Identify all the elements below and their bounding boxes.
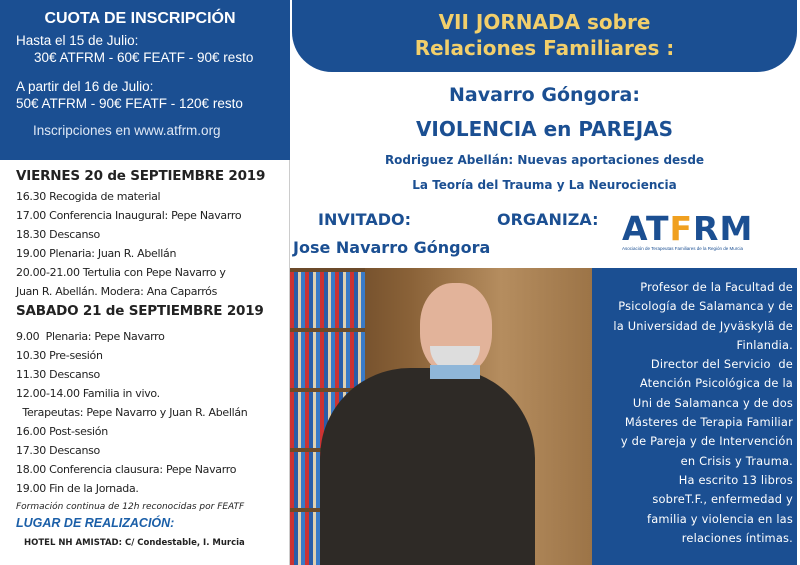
fee-prices-2: 50€ ATFRM - 90€ FEATF - 120€ resto bbox=[16, 96, 243, 111]
venue-address: HOTEL NH AMISTAD: C/ Condestable, I. Murcia bbox=[24, 538, 245, 548]
fee-period-1: Hasta el 15 de Julio: bbox=[16, 33, 139, 48]
program bbox=[0, 160, 290, 565]
list-item: Profesor de la Facultad de bbox=[640, 280, 793, 294]
talk2-line2: La Teoría del Trauma y La Neurociencia bbox=[412, 178, 677, 192]
list-item: Terapeutas: Pepe Navarro y Juan R. Abellán bbox=[16, 406, 248, 419]
talk1-speaker: Navarro Góngora: bbox=[449, 84, 640, 106]
saturday-items bbox=[16, 327, 289, 498]
friday-items bbox=[16, 187, 289, 301]
list-item: Director del Servicio de bbox=[650, 357, 793, 372]
list-item: en Crisis y Trauma. bbox=[680, 453, 793, 468]
event-header bbox=[292, 0, 797, 72]
list-item: Másteres de Terapia Familiar bbox=[624, 415, 793, 430]
list-item: y de Pareja y de Intervención bbox=[620, 434, 793, 449]
list-item: la Universidad de Jyväskylä de bbox=[613, 318, 793, 333]
training-note: Formación continua de 12h reconocidas por FEATF bbox=[16, 502, 245, 512]
list-item: Finlandia. bbox=[736, 337, 793, 352]
talk1-title: VIOLENCIA en PAREJAS bbox=[415, 117, 674, 141]
atfrm-logo: ATFRM Asociación de Terapeutas Familiares de la Región de Murcia bbox=[622, 209, 754, 251]
registration-web: Inscripciones en www.atfrm.org bbox=[33, 123, 221, 138]
guest-photo bbox=[290, 268, 592, 565]
list-item: 19.00 Plenaria: Juan R. Abellán bbox=[16, 247, 177, 260]
list-item: 17.30 Descanso bbox=[16, 444, 100, 457]
list-item: 19.00 Fin de la Jornada. bbox=[16, 482, 139, 495]
venue-label: LUGAR DE REALIZACIÓN: bbox=[16, 516, 175, 530]
friday-title: VIERNES 20 de SEPTIEMBRE 2019 bbox=[16, 168, 266, 184]
talk2-line1: Rodriguez Abellán: Nuevas aportaciones desde bbox=[384, 153, 705, 167]
list-item: sobreT.F., enfermedad y bbox=[652, 492, 793, 507]
list-item: 17.00 Conferencia Inaugural: Pepe Navarro bbox=[16, 209, 242, 222]
list-item: 12.00-14.00 Familia in vivo. bbox=[16, 387, 160, 400]
saturday-title: SABADO 21 de SEPTIEMBRE 2019 bbox=[16, 303, 264, 319]
list-item: 11.30 Descanso bbox=[16, 368, 100, 381]
guest-name: Jose Navarro Góngora bbox=[293, 238, 491, 257]
registration-fee-box bbox=[0, 0, 290, 160]
list-item: 18.30 Descanso bbox=[16, 228, 100, 241]
event-title-1: VII JORNADA sobre bbox=[438, 10, 651, 34]
list-item: 16.30 Recogida de material bbox=[16, 190, 161, 203]
list-item: Uni de Salamanca y de dos bbox=[632, 395, 793, 410]
list-item: 18.00 Conferencia clausura: Pepe Navarro bbox=[16, 463, 237, 476]
list-item: Atención Psicológica de la bbox=[639, 376, 793, 391]
list-item: familia y violencia en las bbox=[647, 511, 793, 526]
list-item: 16.00 Post-sesión bbox=[16, 425, 108, 438]
list-item: 9.00 Plenaria: Pepe Navarro bbox=[16, 330, 165, 343]
guest-label: INVITADO: bbox=[318, 210, 412, 229]
event-title-2: Relaciones Familiares : bbox=[414, 36, 675, 60]
organizer-label: ORGANIZA: bbox=[497, 210, 599, 229]
list-item: relaciones íntimas. bbox=[681, 530, 793, 545]
list-item: Ha escrito 13 libros bbox=[678, 472, 793, 487]
fee-prices-1: 30€ ATFRM - 60€ FEATF - 90€ resto bbox=[34, 50, 254, 65]
guest-bio bbox=[592, 268, 797, 565]
list-item: Psicología de Salamanca y de bbox=[618, 299, 793, 314]
list-item: 20.00-21.00 Tertulia con Pepe Navarro y bbox=[16, 266, 226, 279]
registration-title: CUOTA DE INSCRIPCIÓN bbox=[44, 10, 236, 27]
list-item: 10.30 Pre-sesión bbox=[16, 349, 103, 362]
list-item: Juan R. Abellán. Modera: Ana Caparrós bbox=[16, 285, 218, 298]
fee-period-2: A partir del 16 de Julio: bbox=[16, 79, 154, 94]
